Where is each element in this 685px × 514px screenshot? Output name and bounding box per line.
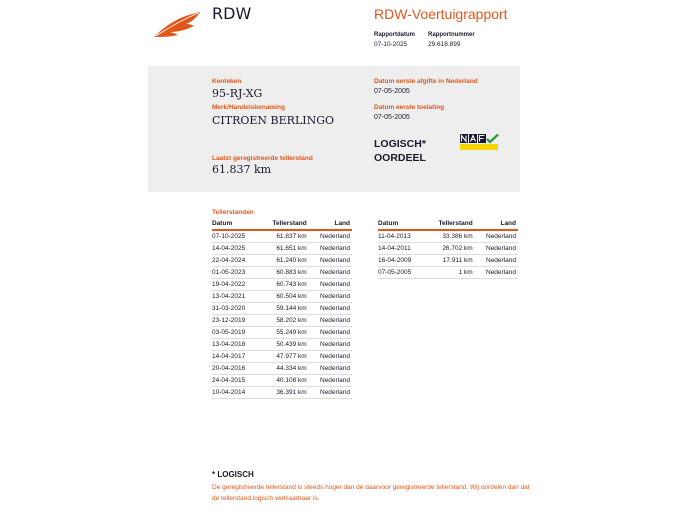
verdict-line1: LOGISCH* — [374, 138, 426, 150]
reading-odometer: 17.911 km — [426, 255, 475, 267]
reading-date: 13-04-2018 — [212, 339, 260, 351]
reading-odometer: 40.108 km — [260, 375, 309, 387]
table-row — [212, 255, 352, 267]
reading-date: 07-05-2005 — [378, 267, 426, 279]
plate-value: 95-RJ-XG — [212, 87, 263, 100]
make-label: Merk/Handelsbenaming — [212, 104, 285, 111]
reading-date: 19-04-2022 — [212, 279, 260, 291]
table-row — [212, 279, 352, 291]
table-row — [212, 375, 352, 387]
table-row — [378, 255, 518, 267]
reading-country: Nederland — [309, 339, 352, 351]
plate-label: Kenteken — [212, 78, 242, 85]
table-row — [212, 267, 352, 279]
reading-odometer: 60.883 km — [260, 267, 309, 279]
reading-date: 16-04-2009 — [378, 255, 426, 267]
reading-odometer: 44.334 km — [260, 363, 309, 375]
table-row — [212, 327, 352, 339]
footnote-text: De geregistreerde tellerstand is steeds hoger dan de daarvoor geregistreerde tellerstand. Wij oordelen dan dat de tellerstand logisch verklaarbaar is. — [212, 484, 530, 502]
reading-country: Nederland — [309, 387, 352, 399]
reading-odometer: 33.386 km — [426, 230, 475, 243]
report-date-label: Rapportdatum — [374, 32, 415, 38]
table-row — [212, 291, 352, 303]
reading-country: Nederland — [309, 315, 352, 327]
reading-country: Nederland — [309, 230, 352, 243]
last-odometer-label: Laatst geregistreerde tellerstand — [212, 155, 313, 162]
table-row — [212, 303, 352, 315]
panel-notch — [148, 182, 188, 194]
first-issue-nl-value: 07-05-2005 — [374, 88, 410, 95]
reading-date: 11-04-2013 — [378, 230, 426, 243]
first-issue-nl-label: Datum eerste afgifte in Nederland — [374, 78, 478, 85]
reading-country: Nederland — [309, 303, 352, 315]
reading-odometer: 47.977 km — [260, 351, 309, 363]
report-date: 07-10-2025 — [374, 41, 408, 48]
reading-date: 14-04-2025 — [212, 243, 260, 255]
reading-country: Nederland — [309, 375, 352, 387]
col-date: Datum — [212, 219, 260, 230]
table-row — [212, 230, 352, 243]
reading-date: 01-05-2023 — [212, 267, 260, 279]
reading-country: Nederland — [309, 243, 352, 255]
reading-odometer: 26.702 km — [426, 243, 475, 255]
first-admission-label: Datum eerste toelating — [374, 104, 445, 111]
table-row — [378, 230, 518, 243]
reading-odometer: 61.837 km — [260, 230, 309, 243]
reading-date: 14-04-2011 — [378, 243, 426, 255]
readings-title: Tellerstanden — [212, 209, 254, 216]
readings-table-right — [378, 219, 518, 279]
reading-country: Nederland — [475, 255, 518, 267]
naf-check-icon — [460, 134, 500, 152]
table-row — [212, 363, 352, 375]
reading-country: Nederland — [309, 327, 352, 339]
col-odometer: Tellerstand — [426, 219, 475, 230]
reading-country: Nederland — [475, 230, 518, 243]
table-row — [212, 243, 352, 255]
table-row — [378, 243, 518, 255]
reading-odometer: 55.249 km — [260, 327, 309, 339]
reading-date: 13-04-2021 — [212, 291, 260, 303]
reading-country: Nederland — [309, 255, 352, 267]
reading-date: 14-04-2017 — [212, 351, 260, 363]
reading-date: 20-04-2016 — [212, 363, 260, 375]
verdict-line2: OORDEEL — [374, 152, 426, 164]
reading-date: 03-05-2019 — [212, 327, 260, 339]
table-row — [212, 339, 352, 351]
reading-date: 24-04-2015 — [212, 375, 260, 387]
reading-odometer: 36.391 km — [260, 387, 309, 399]
reading-date: 31-03-2020 — [212, 303, 260, 315]
first-admission-value: 07-05-2005 — [374, 114, 410, 121]
last-odometer-value: 61.837 km — [212, 163, 272, 176]
reading-date: 07-10-2025 — [212, 230, 260, 243]
reading-odometer: 60.504 km — [260, 291, 309, 303]
report-title: RDW-Voertuigrapport — [374, 6, 508, 22]
reading-date: 23-12-2019 — [212, 315, 260, 327]
reading-date: 22-04-2024 — [212, 255, 260, 267]
reading-country: Nederland — [475, 267, 518, 279]
reading-odometer: 61.651 km — [260, 243, 309, 255]
footnote-title: * LOGISCH — [212, 470, 254, 479]
reading-country: Nederland — [309, 291, 352, 303]
col-odometer: Tellerstand — [260, 219, 309, 230]
reading-country: Nederland — [309, 267, 352, 279]
col-country: Land — [309, 219, 352, 230]
reading-odometer: 60.743 km — [260, 279, 309, 291]
brand-name: RDW — [212, 4, 252, 23]
rdw-feather-logo-icon — [152, 10, 204, 40]
col-country: Land — [475, 219, 518, 230]
make-value: CITROEN BERLINGO — [212, 114, 335, 127]
reading-odometer: 50.439 km — [260, 339, 309, 351]
reading-odometer: 58.202 km — [260, 315, 309, 327]
table-row — [212, 315, 352, 327]
readings-table-left — [212, 219, 352, 399]
reading-country: Nederland — [309, 363, 352, 375]
reading-country: Nederland — [309, 351, 352, 363]
reading-country: Nederland — [475, 243, 518, 255]
reading-date: 10-04-2014 — [212, 387, 260, 399]
col-date: Datum — [378, 219, 426, 230]
table-row — [378, 267, 518, 279]
table-row — [212, 351, 352, 363]
reading-odometer: 59.144 km — [260, 303, 309, 315]
report-number: 29.618.899 — [428, 41, 461, 48]
report-number-label: Rapportnummer — [428, 32, 475, 38]
table-row — [212, 387, 352, 399]
reading-odometer: 61.240 km — [260, 255, 309, 267]
reading-odometer: 1 km — [426, 267, 475, 279]
reading-country: Nederland — [309, 279, 352, 291]
